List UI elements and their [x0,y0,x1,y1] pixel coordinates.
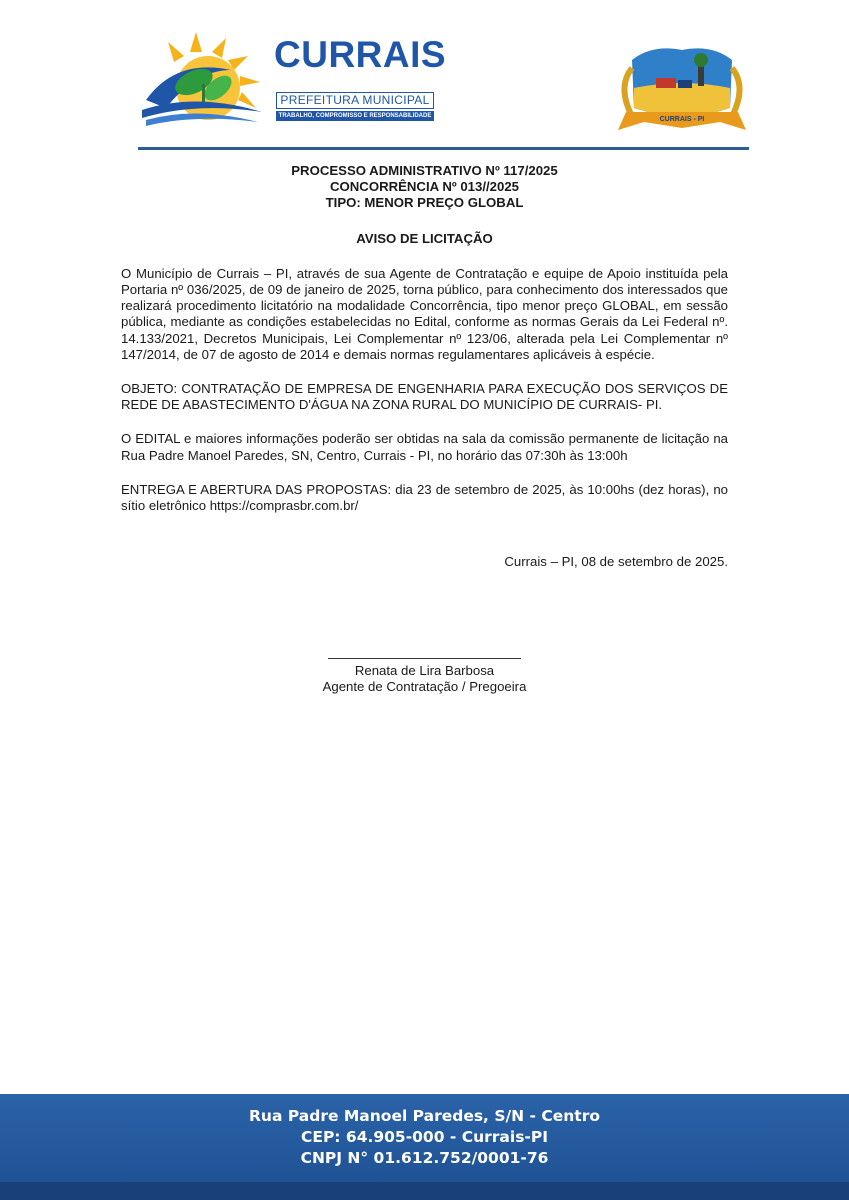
intro-paragraph: O Município de Currais – PI, através de sua Agente de Contratação e equipe de Apoio instituída pela Portaria nº 036/2025, de 09 de janeiro de 2025, torna público, para conhecimento dos interessados que realizará procedimento licitatório na modalidade Concorrência, tipo menor preço GLOBAL, em sessão pública, mediante as condições estabelecidas no Edital, conforme as normas Gerais da Lei Federal nº. 14.133/2021, Decretos Municipais, Lei Complementar nº 123/06, alterada pela Lei Complementar nº 147/2014, de 07 de agosto de 2014 e demais normas regulamentares aplicáveis à espécie. [121,265,728,362]
procurement-type: TIPO: MENOR PREÇO GLOBAL [325,195,524,211]
logo-tagline: TRABALHO, COMPROMISSO E RESPONSABILIDADE [276,111,434,121]
signature-block [121,658,728,695]
footer-cnpj: CNPJ N° 01.612.752/0001-76 [300,1149,549,1167]
seal-icon [612,38,752,138]
logo-subtitle: PREFEITURA MUNICIPAL [276,92,434,109]
signature-line [328,658,521,659]
currais-logo [136,30,446,130]
document-body [121,163,728,695]
signatory-role: Agente de Contratação / Pregoeira [322,679,527,695]
proposals-paragraph: ENTREGA E ABERTURA DAS PROPOSTAS: dia 23 de setembro de 2025, às 10:00hs (dez horas), no sítio eletrônico https://comprasbr.com.br/ [121,481,728,514]
footer-contact [0,1106,849,1169]
process-number: PROCESSO ADMINISTRATIVO Nº 117/2025 [291,163,558,178]
edital-paragraph: O EDITAL e maiores informações poderão ser obtidas na sala da comissão permanente de licitação na Rua Padre Manoel Paredes, SN, Centro, Currais - PI, no horário das 07:30h às 13:00h [121,431,728,463]
logo-title: CURRAIS [274,34,447,75]
letterhead [0,0,849,160]
footer-bottom-bar [0,1182,849,1200]
sun-leaf-icon [136,30,276,130]
seal-label: CURRAIS - PI [659,116,705,123]
date-line: Currais – PI, 08 de setembro de 2025. [504,554,728,570]
header-divider [138,147,749,150]
footer-cep: CEP: 64.905-000 - Currais-PI [300,1128,548,1146]
municipal-seal [612,38,752,138]
footer-address: Rua Padre Manoel Paredes, S/N - Centro [249,1107,600,1125]
object-paragraph: OBJETO: CONTRATAÇÃO DE EMPRESA DE ENGENHARIA PARA EXECUÇÃO DOS SERVIÇOS DE REDE DE ABASTECIMENTO D'ÁGUA NA ZONA RURAL DO MUNICÍPIO DE CURRAIS- PI. [121,381,728,413]
notice-heading: AVISO DE LICITAÇÃO [356,230,493,246]
competition-number: CONCORRÊNCIA Nº 013//2025 [329,179,519,195]
signatory-name: Renata de Lira Barbosa [354,663,495,678]
process-title [121,163,728,212]
